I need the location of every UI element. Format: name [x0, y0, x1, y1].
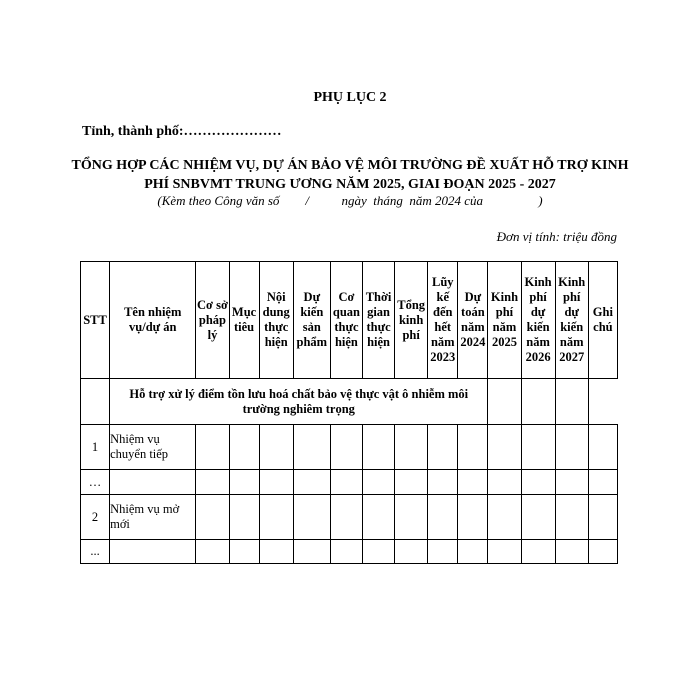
header-total-budget: Tổng kinh phí [395, 262, 428, 379]
summary-table [80, 261, 618, 564]
table-row [81, 540, 618, 564]
unit-label: Đơn vị tính: triệu đồng [496, 229, 617, 244]
table-cell [488, 379, 521, 425]
header-task-name: Tên nhiệm vụ/dự án [110, 262, 196, 379]
province-line: Tỉnh, thành phố:………………… [82, 124, 282, 139]
header-budget-2025: Kinh phí năm 2025 [488, 262, 521, 379]
row-stt: 1 [81, 425, 110, 470]
header-objective: Mục tiêu [229, 262, 259, 379]
table-cell [555, 379, 588, 425]
section-label: Hỗ trợ xử lý điểm tồn lưu hoá chất bảo vệ thực vật ô nhiễm môi trường nghiêm trọng [110, 379, 488, 425]
row-task-name: Nhiệm vụ chuyển tiếp [110, 425, 196, 470]
header-content: Nội dung thực hiện [259, 262, 293, 379]
table-row [81, 470, 618, 495]
section-stt-cell [81, 379, 110, 425]
table-row [81, 495, 618, 540]
header-agency: Cơ quan thực hiện [330, 262, 362, 379]
header-expected-product: Dự kiến sản phẩm [293, 262, 330, 379]
row-task-name [110, 470, 196, 495]
appendix-title: PHỤ LỤC 2 [313, 90, 387, 105]
table-cell [521, 379, 555, 425]
header-estimate-2024: Dự toán năm 2024 [458, 262, 488, 379]
row-stt: 2 [81, 495, 110, 540]
row-stt: ... [81, 540, 110, 564]
header-accumulated-2023: Lũy kế đến hết năm 2023 [428, 262, 458, 379]
document-subtitle: (Kèm theo Công văn số / ngày tháng năm 2024 của ) [157, 193, 543, 208]
table-header-row [81, 262, 618, 379]
header-legal-basis: Cơ sở pháp lý [196, 262, 229, 379]
table-row [81, 425, 618, 470]
row-stt: … [81, 470, 110, 495]
header-budget-2026: Kinh phí dự kiến năm 2026 [521, 262, 555, 379]
document-title: TỔNG HỢP CÁC NHIỆM VỤ, DỰ ÁN BẢO VỆ MÔI TRƯỜNG ĐỀ XUẤT HỖ TRỢ KINH PHÍ SNBVMT TRUNG ƯƠNG NĂM 2025, GIAI ĐOẠN 2025 - 2027 [71, 158, 629, 192]
section-row [81, 379, 618, 425]
header-note: Ghi chú [588, 262, 617, 379]
row-task-name: Nhiệm vụ mở mới [110, 495, 196, 540]
header-duration: Thời gian thực hiện [362, 262, 394, 379]
header-budget-2027: Kinh phí dự kiến năm 2027 [555, 262, 588, 379]
header-stt: STT [81, 262, 110, 379]
row-task-name [110, 540, 196, 564]
